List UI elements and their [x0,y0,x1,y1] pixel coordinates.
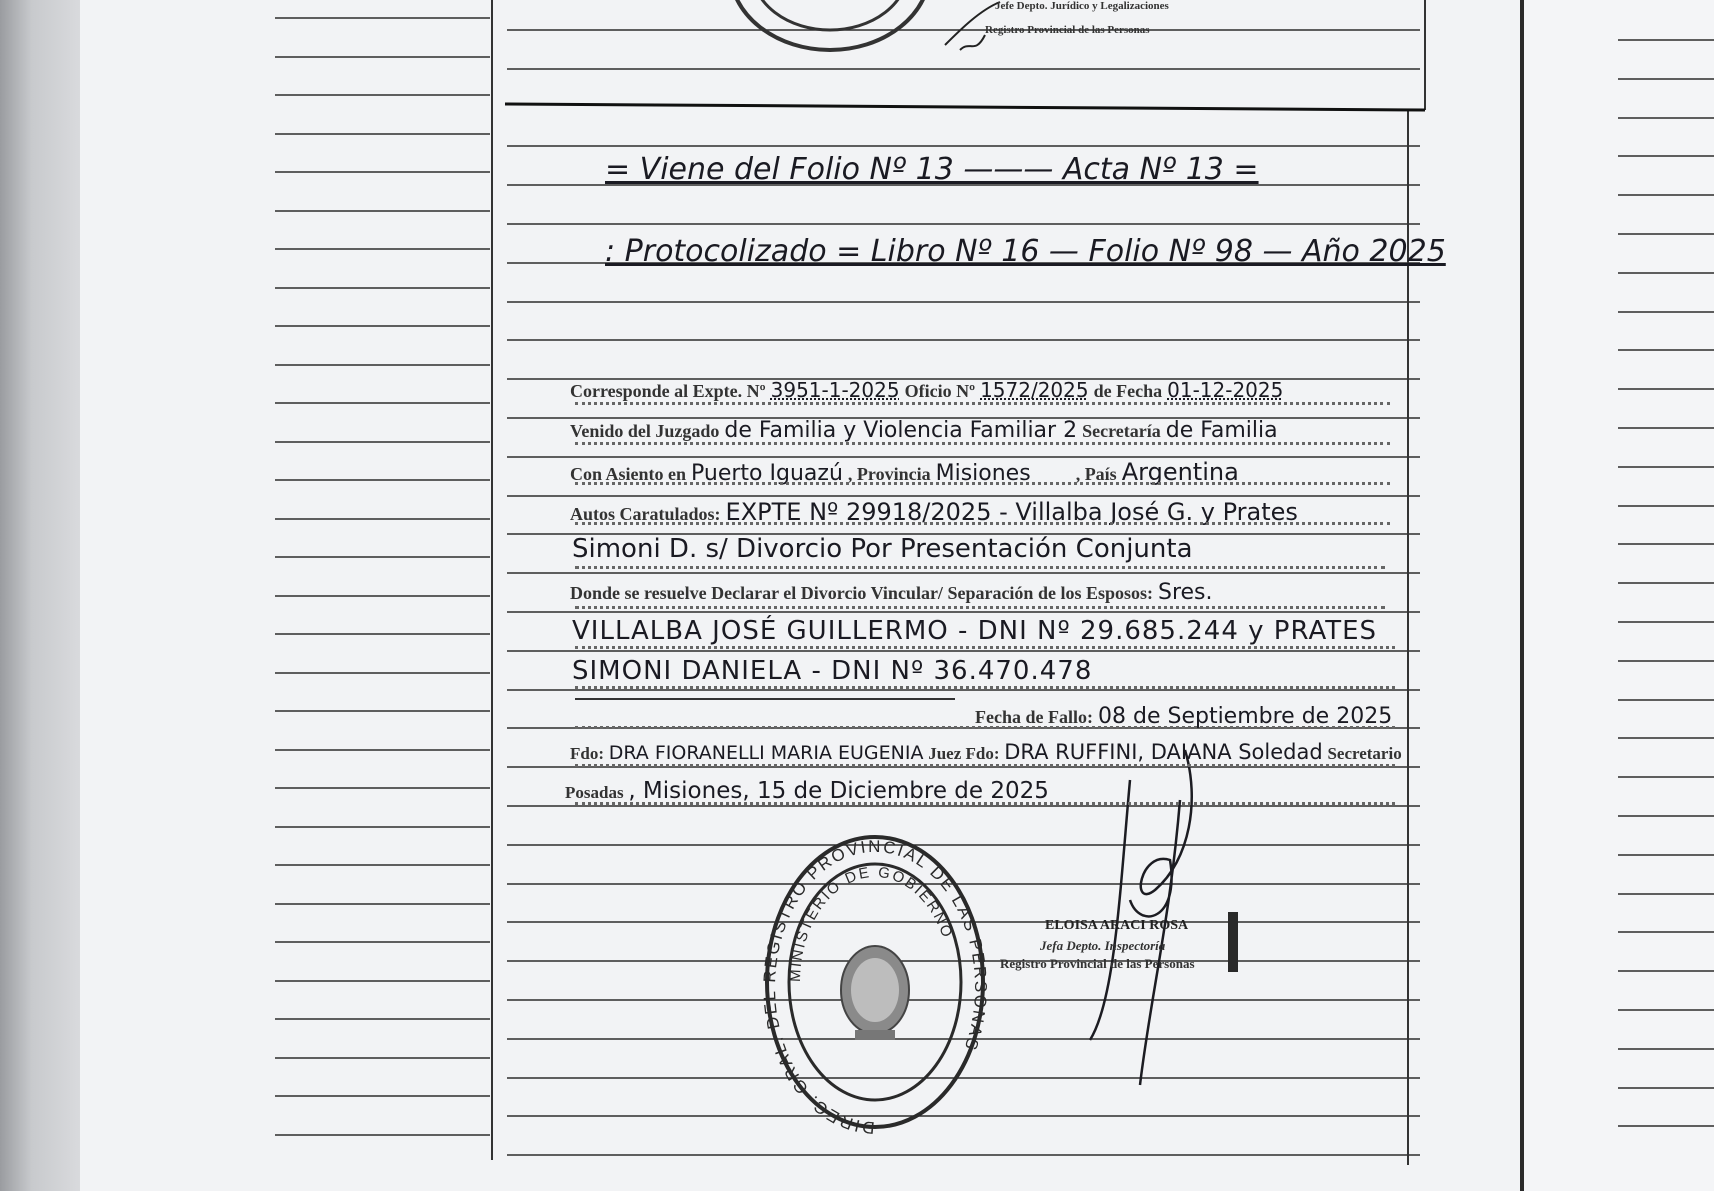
asiento-value: Puerto Iguazú [691,461,843,486]
expte-value: 3951-1-2025 [770,378,900,402]
row-juzgado [570,418,1278,443]
autos-value-1: EXPTE Nº 29918/2025 - Villalba José G. y Prates [725,498,1298,526]
pais-value: Argentina [1121,458,1239,486]
asiento-label: Con Asiento en [570,464,687,484]
juez-value: DRA RUFFINI, DAIANA Soledad [1004,740,1323,764]
dotted-fill-line [575,566,1385,569]
secretaria-label: Secretaría [1082,421,1161,441]
donde-value-1: Sres. [1158,580,1213,605]
protocolizado-line: : Protocolizado = Libro Nº 16 — Folio Nº 98 — Año 2025 [605,234,1446,269]
signature-name: ELOISA ARACI ROSA [1045,918,1189,933]
right-page-lines [1618,40,1714,1126]
dotted-fill-line [575,402,1390,405]
signature-title: Jefa Depto. Inspectoría [1040,938,1166,953]
dotted-fill-line [575,764,1395,767]
stamp-ring-text: DIREC. GRAL. DEL REGISTRO PROVINCIAL DE LAS PERSONAS [759,836,991,1138]
row-donde [570,580,1213,605]
top-header-line2: Registro Provincial de las Personas [985,24,1150,36]
row-expte [570,378,1283,402]
oficio-label: Oficio Nº [904,381,976,401]
dotted-fill-line [575,606,1385,609]
autos-value-2: Simoni D. s/ Divorcio Por Presentación Conjunta [572,534,1193,564]
dotted-fill-line [575,482,1390,485]
juzgado-label: Venido del Juzgado [570,421,720,441]
secretaria-value: de Familia [1165,418,1278,443]
provincia-label: , Provincia [847,464,931,484]
fecha-value: 01-12-2025 [1167,378,1284,402]
dotted-fill-line [575,442,1390,445]
fdo-label: Fdo: [570,744,604,763]
dotted-fill-line [575,646,1395,649]
posadas-label: Posadas [565,783,624,802]
row-posadas [565,778,1049,804]
autos-label: Autos Caratulados: [570,504,721,524]
juzgado-value: de Familia y Violencia Familiar 2 [724,418,1078,443]
donde-label: Donde se resuelve Declarar el Divorcio Vincular/ Separación de los Esposos: [570,583,1153,603]
fallo-label: Fecha de Fallo: [975,707,1093,727]
pais-label: , País [1075,464,1117,484]
viene-del-folio: = Viene del Folio Nº 13 ——— Acta Nº 13 = [605,152,1259,187]
posadas-value: , Misiones, 15 de Diciembre de 2025 [628,778,1049,804]
dotted-fill-line [575,802,1395,805]
dotted-fill-line [575,726,1395,729]
fallo-value: 08 de Septiembre de 2025 [1098,704,1393,729]
signature-org: Registro Provincial de las Personas [1000,956,1195,971]
donde-value-3: SIMONI DANIELA - DNI Nº 36.470.478 [572,656,1093,686]
oficio-value: 1572/2025 [980,378,1089,402]
row-fdo [570,740,1402,764]
dotted-fill-line [575,686,1395,689]
top-partial-stamp [700,0,960,60]
donde-value-2: VILLALBA JOSÉ GUILLERMO - DNI Nº 29.685.244 y PRATES [572,616,1378,646]
signature-bracket [1228,912,1238,972]
stamp-inner-text: MINISTERIO DE GOBIERNO [786,863,957,983]
coat-of-arms-emblem [841,946,909,1040]
secretario-label: Secretario [1327,744,1402,763]
dotted-fill-line [575,522,1390,525]
fecha-label: de Fecha [1093,381,1163,401]
fdo-value: DRA FIORANELLI MARIA EUGENIA [608,742,924,764]
top-header-line1: Jefe Depto. Jurídico y Legalizaciones [995,0,1169,12]
official-stamp [755,822,995,1142]
provincia-value: Misiones [935,461,1031,486]
expte-label: Corresponde al Expte. Nº [570,381,766,401]
juez-label: Juez Fdo: [928,744,1000,763]
handwritten-dash-line [575,698,955,700]
